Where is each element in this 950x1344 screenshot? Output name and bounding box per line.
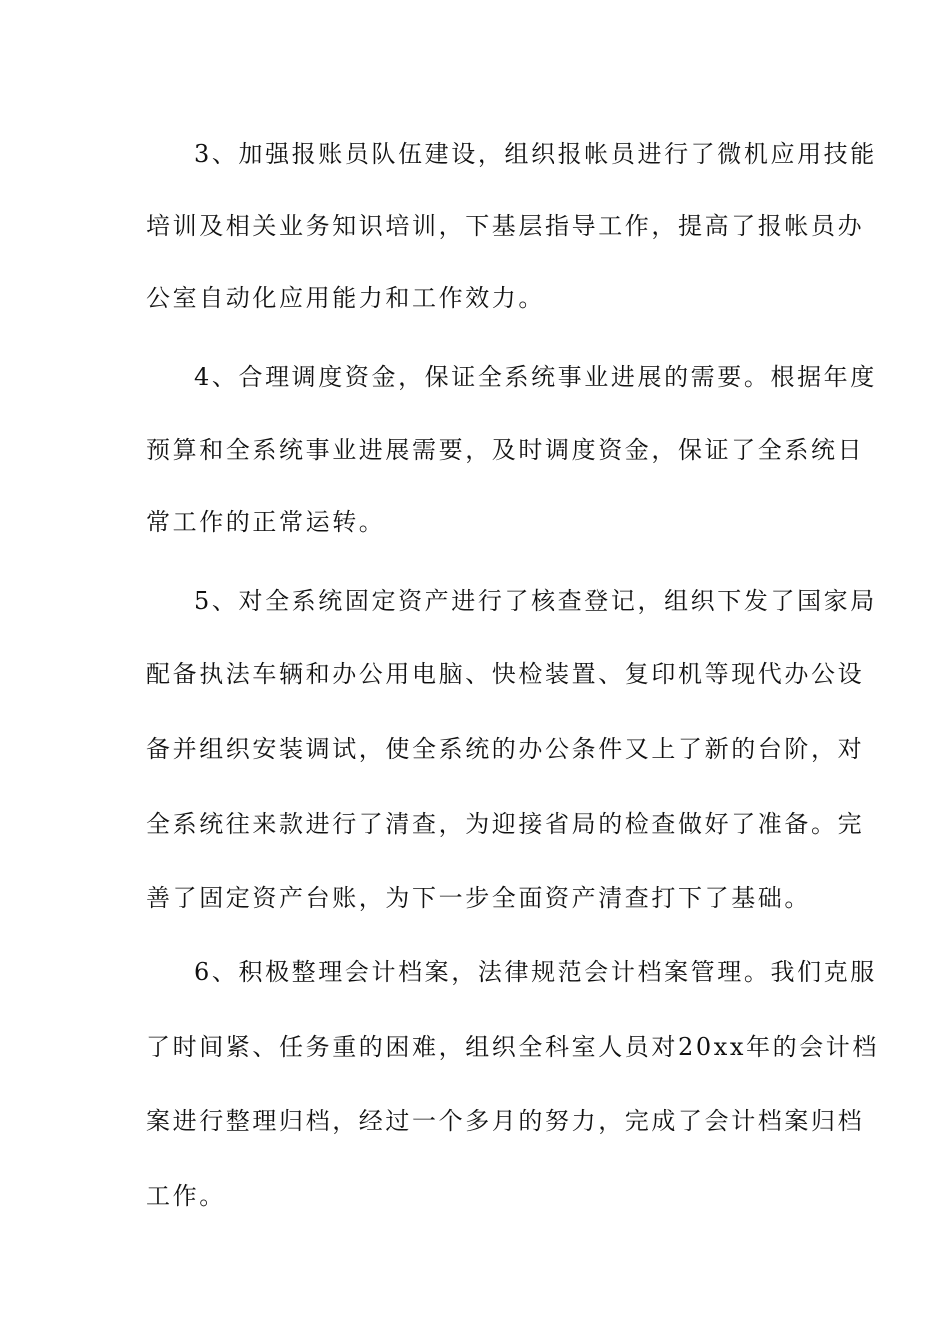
paragraph-5-line-5: 善了固定资产台账，为下一步全面资产清查打下了基础。 <box>146 884 811 912</box>
paragraph-5-line-3: 备并组织安装调试，使全系统的办公条件又上了新的台阶，对 <box>146 735 865 763</box>
paragraph-3-line-2: 培训及相关业务知识培训，下基层指导工作，提高了报帐员办 <box>146 212 865 240</box>
paragraph-5-line-4: 全系统往来款进行了清查，为迎接省局的检查做好了准备。完 <box>146 810 865 838</box>
paragraph-5-line-1: 5、对全系统固定资产进行了核查登记，组织下发了国家局 <box>194 587 877 615</box>
paragraph-3-line-3: 公室自动化应用能力和工作效力。 <box>146 284 545 312</box>
paragraph-6-line-2: 了时间紧、任务重的困难，组织全科室人员对20xx年的会计档 <box>146 1033 880 1061</box>
paragraph-4-line-2: 预算和全系统事业进展需要，及时调度资金，保证了全系统日 <box>146 436 865 464</box>
paragraph-6-line-3: 案进行整理归档，经过一个多月的努力，完成了会计档案归档 <box>146 1107 865 1135</box>
paragraph-4-line-3: 常工作的正常运转。 <box>146 508 386 536</box>
paragraph-3-line-1: 3、加强报账员队伍建设，组织报帐员进行了微机应用技能 <box>194 140 877 168</box>
paragraph-4-line-1: 4、合理调度资金，保证全系统事业进展的需要。根据年度 <box>194 363 877 391</box>
paragraph-6-line-1: 6、积极整理会计档案，法律规范会计档案管理。我们克服 <box>194 958 877 986</box>
paragraph-6-line-4: 工作。 <box>146 1182 226 1210</box>
paragraph-5-line-2: 配备执法车辆和办公用电脑、快检装置、复印机等现代办公设 <box>146 660 865 688</box>
